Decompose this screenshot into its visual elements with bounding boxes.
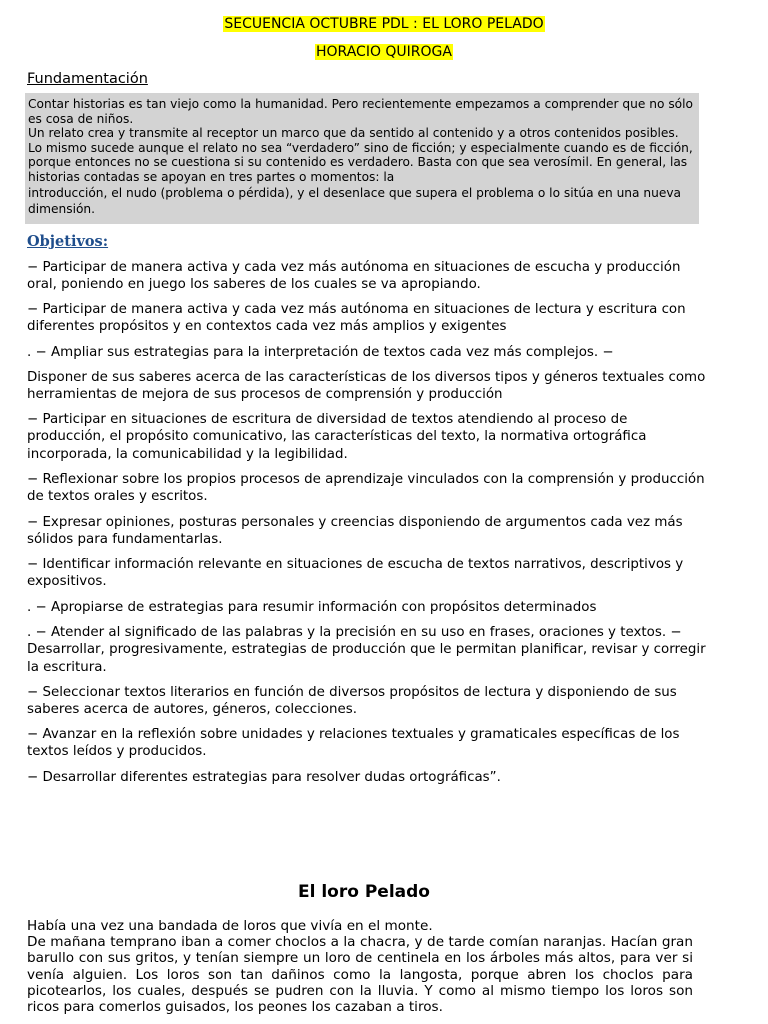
objetivo-item: − Identificar información relevante en situaciones de escucha de textos narrativos, descriptivos y expositivos. [27,557,684,590]
objetivos-heading: Objetivos: [27,233,109,250]
document-author-text: HORACIO QUIROGA [316,44,452,60]
fundamentacion-box [25,93,699,224]
story-paragraph: De mañana temprano iban a comer choclos a la chacra, y de tarde comían naranjas. Hacían gran barullo con sus gritos, y tenían siempre un loro de centinela en los árboles más altos, para ver si venía alguien. Los loros son tan dañinos como la langosta, porque abren los choclos para picotearlos, los cuales, después se pudren con la lluvia. Y como al mismo tiempo los loros son ricos para comerlos guisados, los peones los cazaban a tiros. [27,934,693,1016]
fundamentacion-paragraph: Un relato crea y transmite al receptor un marco que da sentido al contenido y a otros contenidos posibles. Lo mismo sucede aunque el relato no sea “verdadero” sino de ficción; y especialmente cuando es de ficción, porque entonces no se cuestiona si su contenido es verdadero. Basta con que sea verosímil. En general, las historias contadas se apoyan en tres partes o momentos: la [28,126,693,184]
objetivo-item: − Participar de manera activa y cada vez más autónoma en situaciones de lectura y escritura con diferentes propósitos y en contextos cada vez más amplios y exigentes [27,302,686,335]
story-title: El loro Pelado [298,882,430,902]
objetivo-item: − Desarrollar diferentes estrategias para resolver dudas ortográficas”. [27,770,501,785]
document-title [0,16,768,32]
fundamentacion-heading: Fundamentación [27,71,148,87]
objetivo-item: . − Atender al significado de las palabras y la precisión en su uso en frases, oraciones y textos. − Desarrollar, progresivamente, estrategias de producción que le permitan planificar, revisar y corregir la escritura. [27,625,706,675]
objetivo-item: . − Ampliar sus estrategias para la interpretación de textos cada vez más complejos. − [27,345,614,360]
fundamentacion-paragraph: introducción, el nudo (problema o pérdida), y el desenlace que supera el problema o lo sitúa en una nueva dimensión. [28,185,682,216]
objetivo-item: − Avanzar en la reflexión sobre unidades y relaciones textuales y gramaticales específicas de los textos leídos y producidos. [27,727,680,760]
objetivo-item: − Reflexionar sobre los propios procesos de aprendizaje vinculados con la comprensión y producción de textos orales y escritos. [27,472,705,505]
objetivo-item: − Participar de manera activa y cada vez más autónoma en situaciones de escucha y producción oral, poniendo en juego los saberes de los cuales se va apropiando. [27,260,681,293]
objetivo-item: − Participar en situaciones de escritura de diversidad de textos atendiendo al proceso de producción, el propósito comunicativo, las características del texto, la normativa ortográfica incorporada, la comunicabilidad y la legibilidad. [27,412,647,462]
objetivo-item: − Expresar opiniones, posturas personales y creencias disponiendo de argumentos cada vez más sólidos para fundamentarlas. [27,515,683,548]
story-paragraph: Había una vez una bandada de loros que vivía en el monte. [27,918,433,934]
objetivo-item: Disponer de sus saberes acerca de las características de los diversos tipos y géneros textuales como herramientas de mejora de sus procesos de comprensión y producción [27,370,706,403]
document-title-text: SECUENCIA OCTUBRE PDL : EL LORO PELADO [224,16,544,32]
document-author [0,44,768,60]
objetivo-item: − Seleccionar textos literarios en función de diversos propósitos de lectura y disponiendo de sus saberes acerca de autores, géneros, colecciones. [27,685,677,718]
story-body [27,918,693,1015]
objetivo-item: . − Apropiarse de estrategias para resumir información con propósitos determinados [27,600,597,615]
fundamentacion-paragraph: Contar historias es tan viejo como la humanidad. Pero recientemente empezamos a comprender que no sólo es cosa de niños. [28,97,693,126]
